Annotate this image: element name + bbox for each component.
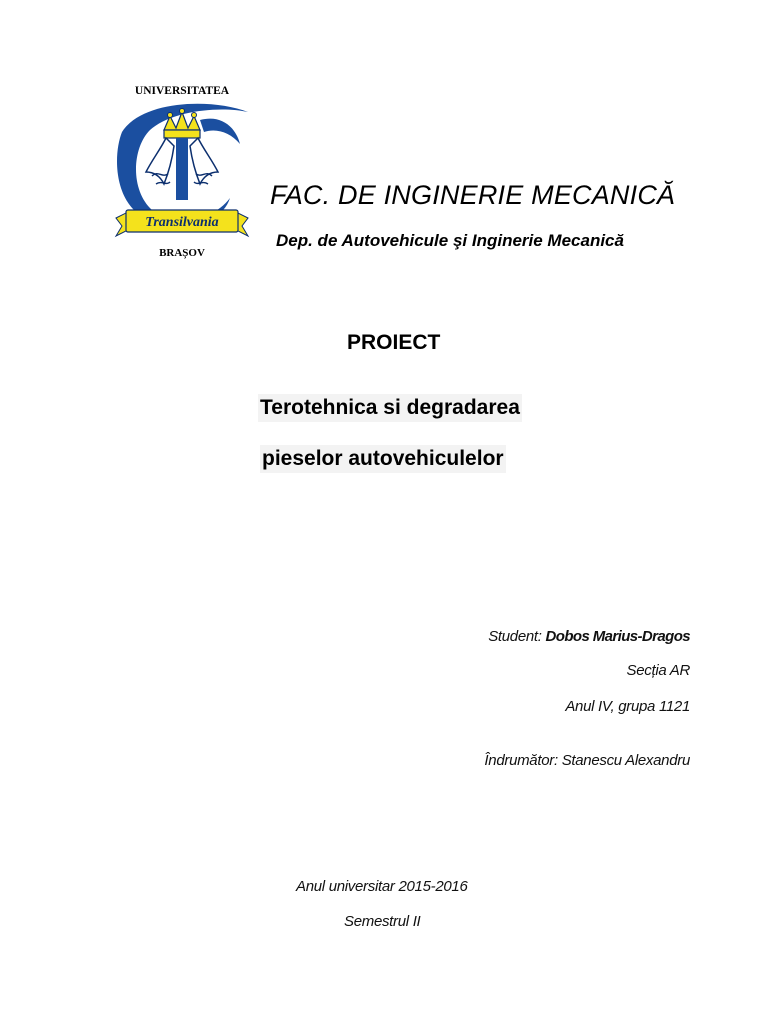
faculty-name: FAC. DE INGINERIE MECANICĂ <box>270 180 676 210</box>
student-line <box>488 628 690 645</box>
academic-year: Anul universitar 2015-2016 <box>296 878 468 895</box>
student-name: Dobos Marius-Dragos <box>545 628 690 645</box>
student-label: Student: <box>488 628 546 645</box>
svg-text:BRAȘOV: BRAȘOV <box>159 247 205 259</box>
svg-text:UNIVERSITATEA: UNIVERSITATEA <box>134 85 230 97</box>
department-name: Dep. de Autovehicule şi Inginerie Mecanică <box>276 231 624 250</box>
year-group-line: Anul IV, grupa 1121 <box>565 698 690 715</box>
university-logo <box>112 80 252 262</box>
document-type: PROIECT <box>347 331 441 354</box>
project-title-line-2: pieselor autovehiculelor <box>260 445 506 473</box>
section-line: Secția AR <box>626 662 690 679</box>
adviser-line: Îndrumător: Stanescu Alexandru <box>484 752 690 769</box>
project-title-line-1: Terotehnica si degradarea <box>258 394 522 422</box>
semester: Semestrul II <box>344 913 421 930</box>
svg-text:Transilvania: Transilvania <box>145 215 219 230</box>
